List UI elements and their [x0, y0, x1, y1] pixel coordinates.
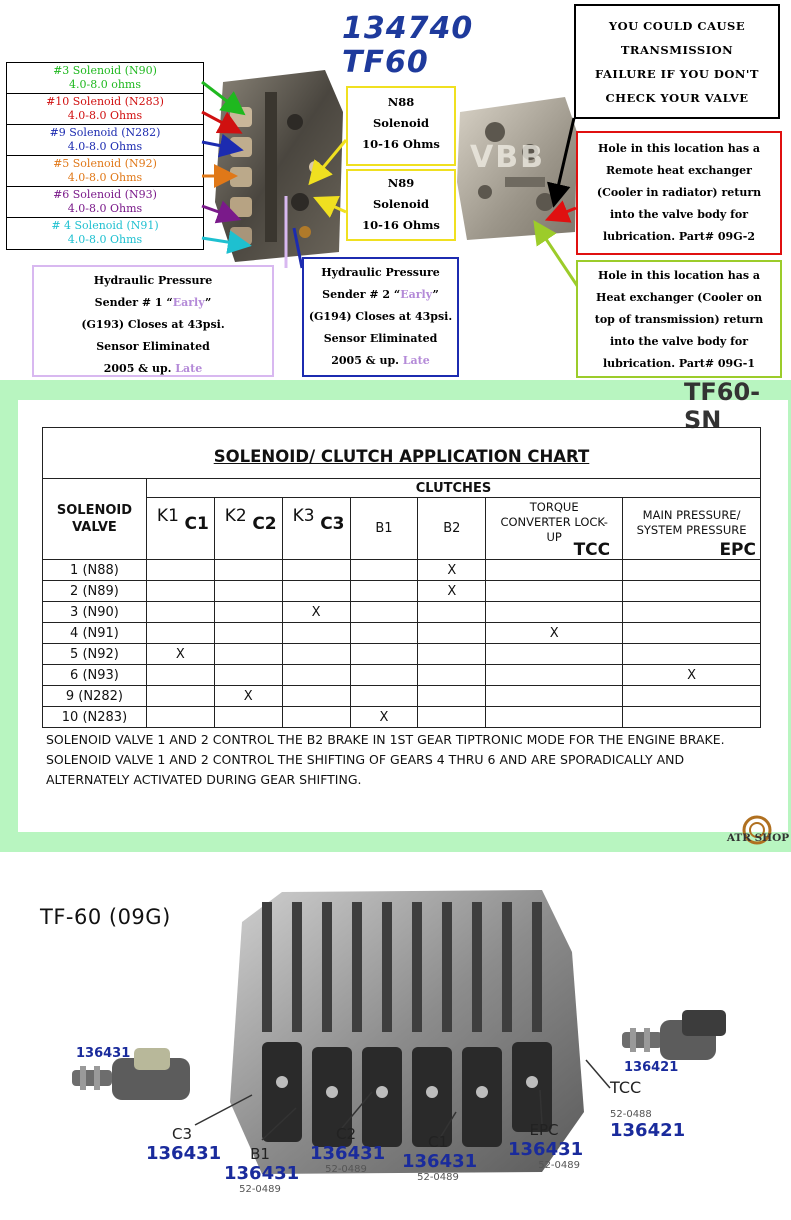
mark-cell — [623, 602, 761, 623]
chart-row — [43, 623, 761, 644]
vb-stamp: VBB — [470, 140, 545, 175]
mark-cell — [350, 560, 418, 581]
right-solenoid-part-number: 136421 — [624, 1060, 679, 1075]
mark-cell — [486, 707, 623, 728]
arrow-sender2 — [294, 228, 302, 268]
mark-cell: X — [623, 665, 761, 686]
mark-cell — [146, 686, 214, 707]
mark-cell — [623, 623, 761, 644]
mark-cell — [214, 665, 282, 686]
mark-cell — [623, 644, 761, 665]
mark-cell: X — [486, 623, 623, 644]
solenoid-n283-label: #10 Solenoid (N283) 4.0-8.0 Ohms — [7, 94, 203, 125]
chart-row — [43, 686, 761, 707]
mark-cell — [146, 560, 214, 581]
mark-cell — [146, 623, 214, 644]
col-epc-header: MAIN PRESSURE/ SYSTEM PRESSURE EPC — [623, 498, 761, 560]
warning-line: FAILURE IF YOU DON'T — [595, 67, 759, 81]
label-c1: C1 136431 52-0489 — [402, 1133, 478, 1183]
arrow-n93 — [202, 206, 230, 216]
chart-note: ALTERNATELY ACTIVATED DURING GEAR SHIFTING. — [46, 772, 362, 787]
chart-row — [43, 644, 761, 665]
chart-notes — [46, 730, 766, 790]
mark-cell: X — [282, 602, 350, 623]
col-k3-header: K3 C3 — [282, 498, 350, 560]
warning-line: YOU COULD CAUSE — [608, 19, 746, 33]
mark-cell: X — [418, 560, 486, 581]
mark-cell — [350, 623, 418, 644]
chart-note: SOLENOID VALVE 1 AND 2 CONTROL THE B2 BRAKE IN 1ST GEAR TIPTRONIC MODE FOR THE ENGINE BRAKE. — [46, 732, 725, 747]
leader-tcc — [586, 1060, 610, 1088]
col-k2-header: K2 C2 — [214, 498, 282, 560]
mark-cell: X — [214, 686, 282, 707]
arrow-n282 — [202, 142, 232, 148]
mark-cell — [146, 665, 214, 686]
mark-cell — [350, 665, 418, 686]
mark-cell — [214, 560, 282, 581]
column-header-row — [43, 498, 761, 560]
mark-cell — [282, 560, 350, 581]
mark-cell — [146, 581, 214, 602]
mark-cell — [486, 686, 623, 707]
mark-cell — [282, 581, 350, 602]
valve-cell: 3 (N90) — [43, 602, 147, 623]
leader-b1 — [262, 1108, 296, 1140]
mark-cell — [282, 623, 350, 644]
mark-cell — [486, 644, 623, 665]
mark-cell — [214, 623, 282, 644]
warning-line: TRANSMISSION — [620, 43, 734, 57]
mark-cell: X — [350, 707, 418, 728]
chart-note: SOLENOID VALVE 1 AND 2 CONTROL THE SHIFTING OF GEARS 4 THRU 6 AND ARE SPORADICALLY AND — [46, 752, 685, 767]
arrow-n89 — [324, 202, 346, 212]
col-k1-header: K1 C1 — [146, 498, 214, 560]
mark-cell — [350, 581, 418, 602]
mark-cell — [486, 665, 623, 686]
chart-row — [43, 665, 761, 686]
label-epc: EPC 136431 52-0489 — [508, 1121, 584, 1171]
mark-cell — [418, 602, 486, 623]
solenoid-n93-label: #6 Solenoid (N93) 4.0-8.0 Ohms — [7, 187, 203, 218]
valve-cell: 9 (N282) — [43, 686, 147, 707]
n89-box: N89 Solenoid 10-16 Ohms — [346, 169, 456, 241]
valve-cell: 6 (N93) — [43, 665, 147, 686]
col-b2-header: B2 — [418, 498, 486, 560]
mark-cell — [486, 581, 623, 602]
mark-cell — [214, 707, 282, 728]
left-solenoid-part-number: 136431 — [76, 1046, 131, 1061]
model-name: TF60 — [342, 45, 429, 80]
leader-c2 — [342, 1092, 372, 1128]
arrow-warning — [556, 118, 574, 196]
mark-cell — [623, 581, 761, 602]
solenoid-n91-label: # 4 Solenoid (N91) 4.0-8.0 Ohms — [51, 219, 159, 246]
mark-cell — [623, 707, 761, 728]
chart-title: SOLENOID/ CLUTCH APPLICATION CHART — [43, 428, 761, 479]
pressure-sender-2-box: Hydraulic Pressure Sender # 2 “Early” (G194) Closes at 43psi. Sensor Eliminated 2005 & up. Late — [302, 257, 459, 377]
arrow-n90 — [202, 82, 236, 108]
label-c3: C3 136431 — [146, 1125, 222, 1164]
col-tcc-header: TORQUE CONVERTER LOCK-UP TCC — [486, 498, 623, 560]
solenoid-n90-label: #3 Solenoid (N90) 4.0-8.0 ohms — [7, 63, 203, 94]
solenoid-n92-label: #5 Solenoid (N92) 4.0-8.0 Ohms — [7, 156, 203, 187]
mark-cell — [418, 665, 486, 686]
mark-cell — [418, 686, 486, 707]
clutches-header: CLUTCHES — [146, 479, 760, 498]
chart-row — [43, 581, 761, 602]
mark-cell — [146, 707, 214, 728]
mark-cell — [282, 665, 350, 686]
mark-cell — [214, 581, 282, 602]
label-tcc: TCC 52-0488 136421 — [610, 1078, 686, 1141]
mark-cell — [146, 602, 214, 623]
col-b1-header: B1 — [350, 498, 418, 560]
valve-header: SOLENOID VALVE — [43, 479, 147, 560]
arrow-n88 — [316, 140, 346, 176]
chart-row — [43, 560, 761, 581]
mark-cell — [282, 707, 350, 728]
mark-cell — [486, 560, 623, 581]
label-b1: B1 136431 52-0489 — [224, 1145, 300, 1195]
mark-cell — [214, 602, 282, 623]
valve-cell: 4 (N91) — [43, 623, 147, 644]
chart-row — [43, 602, 761, 623]
mark-cell — [350, 602, 418, 623]
mark-cell — [214, 644, 282, 665]
bottom-title: TF-60 (09G) — [40, 905, 171, 929]
mark-cell — [282, 686, 350, 707]
n88-box: N88 Solenoid 10-16 Ohms — [346, 86, 456, 166]
label-c2: C2 136431 52-0489 — [310, 1125, 386, 1175]
leader-c3 — [195, 1095, 252, 1125]
valve-cell: 2 (N89) — [43, 581, 147, 602]
mark-cell: X — [146, 644, 214, 665]
leader-epc — [540, 1090, 542, 1124]
chart-body — [43, 560, 761, 728]
mark-cell — [282, 644, 350, 665]
mark-cell: X — [418, 581, 486, 602]
mark-cell — [418, 707, 486, 728]
mark-cell — [486, 602, 623, 623]
mark-cell — [350, 644, 418, 665]
mark-cell — [623, 560, 761, 581]
valve-cell: 5 (N92) — [43, 644, 147, 665]
part-number: 134740 — [342, 11, 474, 46]
remote-heat-exchanger-box: Hole in this location has a Remote heat exchanger (Cooler in radiator) return into the valve body for lubrication. Part# 09G-2 — [576, 131, 782, 255]
arrow-n91 — [202, 238, 240, 244]
arrow-n283 — [202, 112, 232, 128]
solenoid-clutch-chart — [42, 427, 761, 728]
valve-cell: 10 (N283) — [43, 707, 147, 728]
pressure-sender-1-box: Hydraulic Pressure Sender # 1 “Early” (G193) Closes at 43psi. Sensor Eliminated 2005 & up. Late — [32, 265, 274, 377]
warning-line: CHECK YOUR VALVE — [605, 91, 749, 105]
arrow-remote-hole — [556, 208, 576, 216]
mark-cell — [350, 686, 418, 707]
atr-shop-watermark: ATR SHOP — [726, 832, 790, 844]
mark-cell — [623, 686, 761, 707]
solenoid-n282-label: #9 Solenoid (N282) 4.0-8.0 Ohms — [7, 125, 203, 156]
mark-cell — [418, 623, 486, 644]
tf60sn-label: TF60-SN — [684, 378, 761, 434]
chart-row — [43, 707, 761, 728]
mark-cell — [418, 644, 486, 665]
valve-cell: 1 (N88) — [43, 560, 147, 581]
heat-exchanger-box: Hole in this location has a Heat exchanger (Cooler on top of transmission) return into the valve body for lubrication. Part# 09G-1 — [576, 260, 782, 378]
